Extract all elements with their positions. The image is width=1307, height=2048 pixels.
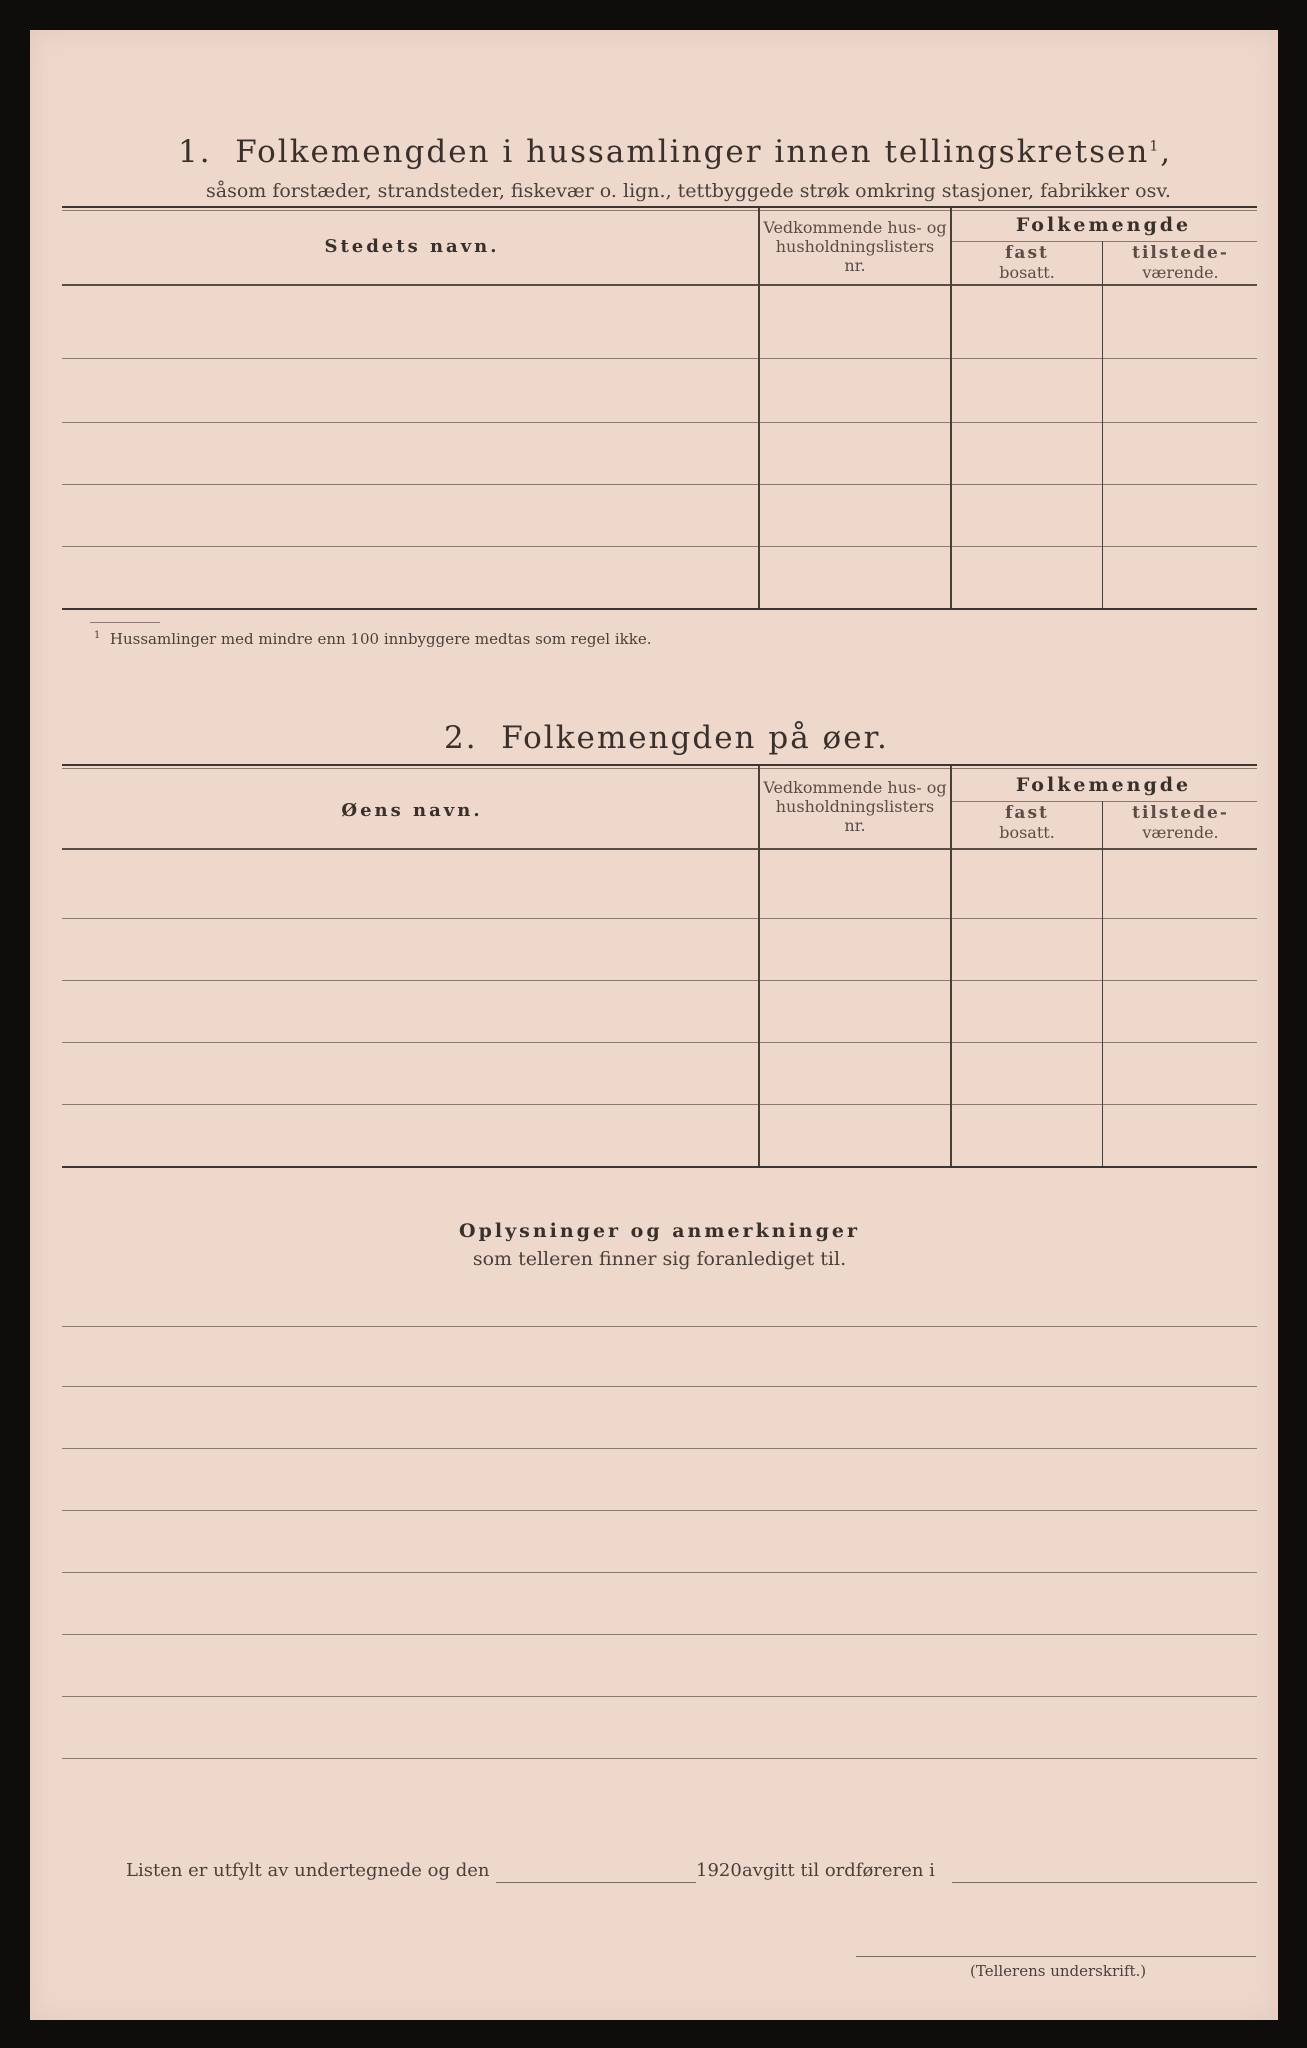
section2-col-folkemengde: Folkemengde (1015, 774, 1192, 796)
section2-row-line (62, 1104, 1257, 1105)
section2-top-rule (62, 764, 1257, 766)
remarks-title: Oplysninger og anmerkninger (459, 1220, 860, 1242)
remarks-line[interactable] (62, 1326, 1257, 1327)
municipality-field[interactable] (952, 1882, 1257, 1883)
section2-top-rule-thin (62, 768, 1257, 769)
section1-col-tilstede: tilstede- værende. (1132, 243, 1229, 282)
section1-top-rule-thin (62, 210, 1257, 211)
remarks-line[interactable] (62, 1758, 1257, 1759)
section1-title-suffix: , (1160, 134, 1173, 170)
section1-vline-list (758, 208, 760, 608)
signature-field[interactable] (856, 1956, 1256, 1957)
footer-year: 1920 (696, 1860, 742, 1881)
section1-title: Folkemengden i hussamlinger innen tellingskretsen (235, 134, 1150, 170)
section2-row-line (62, 918, 1257, 919)
footer-text-after: avgitt til ordføreren i (742, 1860, 935, 1881)
remarks-line[interactable] (62, 1448, 1257, 1449)
section2-header-bottom (62, 848, 1257, 850)
section2-row-line (62, 980, 1257, 981)
remarks-line[interactable] (62, 1572, 1257, 1573)
section1-row-line (62, 422, 1257, 423)
remarks-subtitle: som telleren finner sig foranlediget til. (472, 1248, 847, 1270)
section1-vline-folk (950, 208, 952, 608)
footnote-rule (90, 622, 160, 623)
remarks-line[interactable] (62, 1386, 1257, 1387)
section1-col-name: Stedets navn. (324, 236, 500, 257)
footer-text-before: Listen er utfylt av undertegnede og den (126, 1860, 490, 1881)
section2-vline-folk (950, 766, 952, 1166)
section2-heading (444, 720, 889, 756)
section2-col-list: Vedkommende hus- og husholdningslisters nr. (763, 778, 947, 835)
section2-row-line (62, 1042, 1257, 1043)
section1-heading (178, 134, 1172, 170)
section1-row-line (62, 546, 1257, 547)
section1-row-line (62, 484, 1257, 485)
section1-footnote-mark: 1 (1149, 138, 1161, 155)
section2-title: Folkemengden på øer. (501, 720, 889, 756)
section1-col-folkemengde: Folkemengde (1015, 214, 1192, 236)
section2-col-name: Øens navn. (341, 800, 483, 821)
section1-folk-divider (952, 241, 1257, 242)
signature-label: (Tellerens underskrift.) (970, 1962, 1147, 1980)
section1-row-line (62, 358, 1257, 359)
census-form-page (30, 30, 1278, 2020)
section2-vline-tilstede (1102, 801, 1103, 1166)
remarks-line[interactable] (62, 1634, 1257, 1635)
section2-vline-list (758, 766, 760, 1166)
section1-header-bottom (62, 284, 1257, 286)
section1-bottom-rule (62, 608, 1257, 610)
remarks-line[interactable] (62, 1510, 1257, 1511)
section1-subtitle: såsom forstæder, strandsteder, fiskevær o. lign., tettbyggede strøk omkring stasjoner, fabrikker osv. (206, 180, 1171, 202)
section2-col-fast: fast bosatt. (999, 803, 1055, 842)
remarks-line[interactable] (62, 1696, 1257, 1697)
section2-col-tilstede: tilstede- værende. (1132, 803, 1229, 842)
section1-col-fast: fast bosatt. (999, 243, 1055, 282)
section1-footnote: $^1$ Hussamlinger med mindre enn 100 innbyggere medtas som regel ikke. (94, 630, 652, 648)
section1-col-list: Vedkommende hus- og husholdningslisters nr. (763, 218, 947, 275)
section2-folk-divider (952, 801, 1257, 802)
section2-number: 2. (444, 720, 478, 756)
date-field[interactable] (496, 1882, 696, 1883)
section1-number: 1. (178, 134, 212, 170)
section2-bottom-rule (62, 1166, 1257, 1168)
section1-vline-tilstede (1102, 241, 1103, 608)
section1-top-rule (62, 206, 1257, 208)
